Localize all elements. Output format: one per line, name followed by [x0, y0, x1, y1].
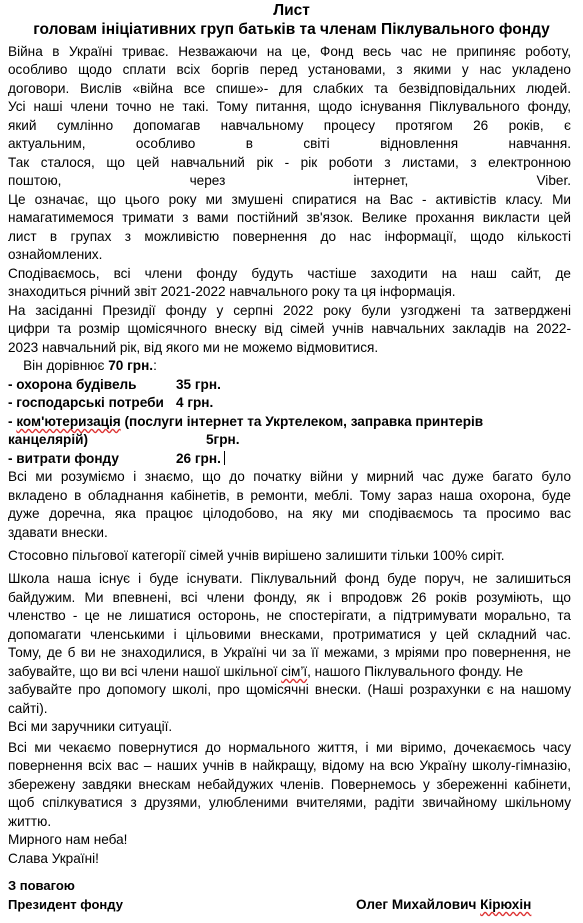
fee-item [8, 376, 571, 393]
fee-intro-text: Він дорівнює [8, 358, 109, 373]
closing-line: Мирного нам неба! [8, 832, 128, 847]
fee-intro [8, 357, 571, 374]
p1-line: Усі наші члени точно не такі. Тому питання, щодо існування Піклувального фонду, [8, 99, 571, 114]
signature-name-first: Олег Михайлович [356, 897, 481, 912]
p10-line: життю. [8, 814, 52, 829]
p10-line: повернення всіх вас – наших учнів в найкращу, відому на всю Україну школу-гімназію, [8, 758, 571, 773]
fee-item [8, 450, 571, 467]
p10-line: щоб спілкуватися з друзями, улюбленими вчителями, радіти звичайному шкільному [8, 795, 571, 810]
fee-item [8, 431, 571, 448]
fee-item-label: - господарські потреби [8, 395, 164, 410]
p2-line: Так сталося, що цей навчальний рік - рік роботи з листами, з електронною [8, 155, 571, 170]
signature-regards: З повагою [8, 878, 75, 893]
fee-item-label: канцелярій) [8, 432, 89, 447]
p1-line: договори. Вислів «війна все спише»- для слабких та безвідповідальних людей. [8, 81, 571, 96]
fee-item-label: - охорона будівель [8, 377, 137, 392]
p8-line: Школа наша існує і буде існувати. Піклувальний фонд буде поруч, не залишиться [8, 571, 571, 586]
signature-position: Президент фонду [8, 897, 123, 912]
p2-line: поштою, через інтернет, Viber. [8, 173, 571, 188]
p3-line: лист в групах з можливістю повернення до нас інформації, щодо кількості [8, 229, 571, 244]
p8-line-end: , нашого Піклувального фонду. Не [307, 664, 524, 679]
fee-colon: : [153, 358, 157, 373]
p7-line: Стосовно пільгової категорії сімей учнів вирішено залишити тільки 100% сиріт. [8, 548, 505, 563]
fee-item [8, 413, 571, 430]
p10-line: збережену завдяки внескам небайдужих членів. Повернемось у збереженні кабінети, [8, 777, 571, 792]
fee-item-value: 5грн. [206, 432, 240, 447]
p4-line: Сподіваємось, всі члени фонду будуть частіше заходити на наш сайт, де [8, 266, 571, 281]
p6-line: здавати внески. [8, 525, 108, 540]
signature-name-last: Кірюхін [480, 897, 532, 912]
fee-item-value [176, 450, 225, 467]
p4-line: знаходиться річний звіт 2021-2022 навчального року та ця інформація. [8, 284, 456, 299]
p5-line: цифри та розмір щомісячного внеску від сімей учнів навчальних закладів на 2022- [8, 321, 571, 336]
p8-line-start: забувайте, що ви всі члени нашої шкільної [8, 664, 282, 679]
fee-item-label-prefix: - [8, 414, 17, 429]
p8-line: сайті). [8, 701, 48, 716]
signature-name [356, 896, 531, 913]
letter-subtitle: головам ініціативних груп батьків та членам Піклувального фонду [33, 21, 550, 38]
p3-line: намагатимемося тримати з вами постійний зв'язок. Велике прохання викласти цей [8, 210, 571, 225]
fee-amount: 70 грн. [108, 358, 154, 373]
p8-line: байдужим. Ми впевнені, всі члени фонду, як і впродовж 26 років розуміють, що [8, 590, 571, 605]
fee-item-label-word: ком'ютеризація [16, 414, 121, 429]
p9-line: Всі ми заручники ситуації. [8, 719, 173, 734]
p8-line: Тому, де б ви не знаходилися, в Україні чи за її межами, з мріями про повернення, не [8, 645, 571, 660]
p8-line [8, 663, 571, 680]
fee-item [8, 394, 571, 411]
p6-line: Всі ми розуміємо і знаємо, що до початку війни у мирний час дуже багато було [8, 469, 571, 484]
p8-line: забувайте про допомогу школі, про щомісячні внески. (Наші розрахунки є на нашому [8, 682, 571, 697]
closing-line: Слава Україні! [8, 851, 99, 866]
p1-line: особливо щодо сплати всіх боргів перед установами, з якими у нас укладено [8, 62, 571, 77]
p8-line-word: сім’ї [281, 664, 308, 679]
p3-line: Це означає, що цього року ми змушені спиратися на Вас - активістів класу. Ми [8, 192, 571, 207]
fee-item-value: 35 грн. [176, 377, 221, 392]
fee-item-label-rest: (послуги інтернет та Укртелеком, заправка принтерів [120, 414, 484, 429]
p1-line: Війна в Україні триває. Незважаючи на це, Фонд весь час не припиняє роботу, [8, 44, 571, 59]
fee-item-label: - витрати фонду [8, 451, 119, 466]
fee-item-value: 4 грн. [176, 395, 214, 410]
p8-line: допомагати членськими і цільовими внесками, протриматися у цей складний час. [8, 627, 571, 642]
p3-line: ознайомлених. [8, 247, 103, 262]
p1-line: актуальним, особливо в світі відновлення навчання. [8, 136, 571, 151]
p5-line: На засіданні Президії фонду у серпні 2022 року були узгоджені та затверджені [8, 303, 571, 318]
p10-line: Всі ми чекаємо повернутися до нормального життя, і ми віримо, дочекаємось часу [8, 740, 571, 755]
p1-line: який сумлінно допомагав навчальному процесу протягом 26 років, є [8, 118, 571, 133]
p6-line: вкладено в обладнання кабінетів, в ремонти, меблі. Тому зараз наша охорона, буде [8, 488, 571, 503]
text-cursor [224, 451, 225, 465]
p6-line: дуже доречна, яка працює цілодобово, на яку ми сподіваємось та просимо вас [8, 506, 571, 521]
p8-line: членство - це не лишатися осторонь, не спостерігати, а підтримувати морально, та [8, 608, 571, 623]
p5-line: 2023 навчальний рік, від якого ми не можемо відмовитися. [8, 340, 379, 355]
fee-item-value-text: 26 грн. [176, 451, 221, 466]
letter-title: Лист [273, 2, 310, 19]
